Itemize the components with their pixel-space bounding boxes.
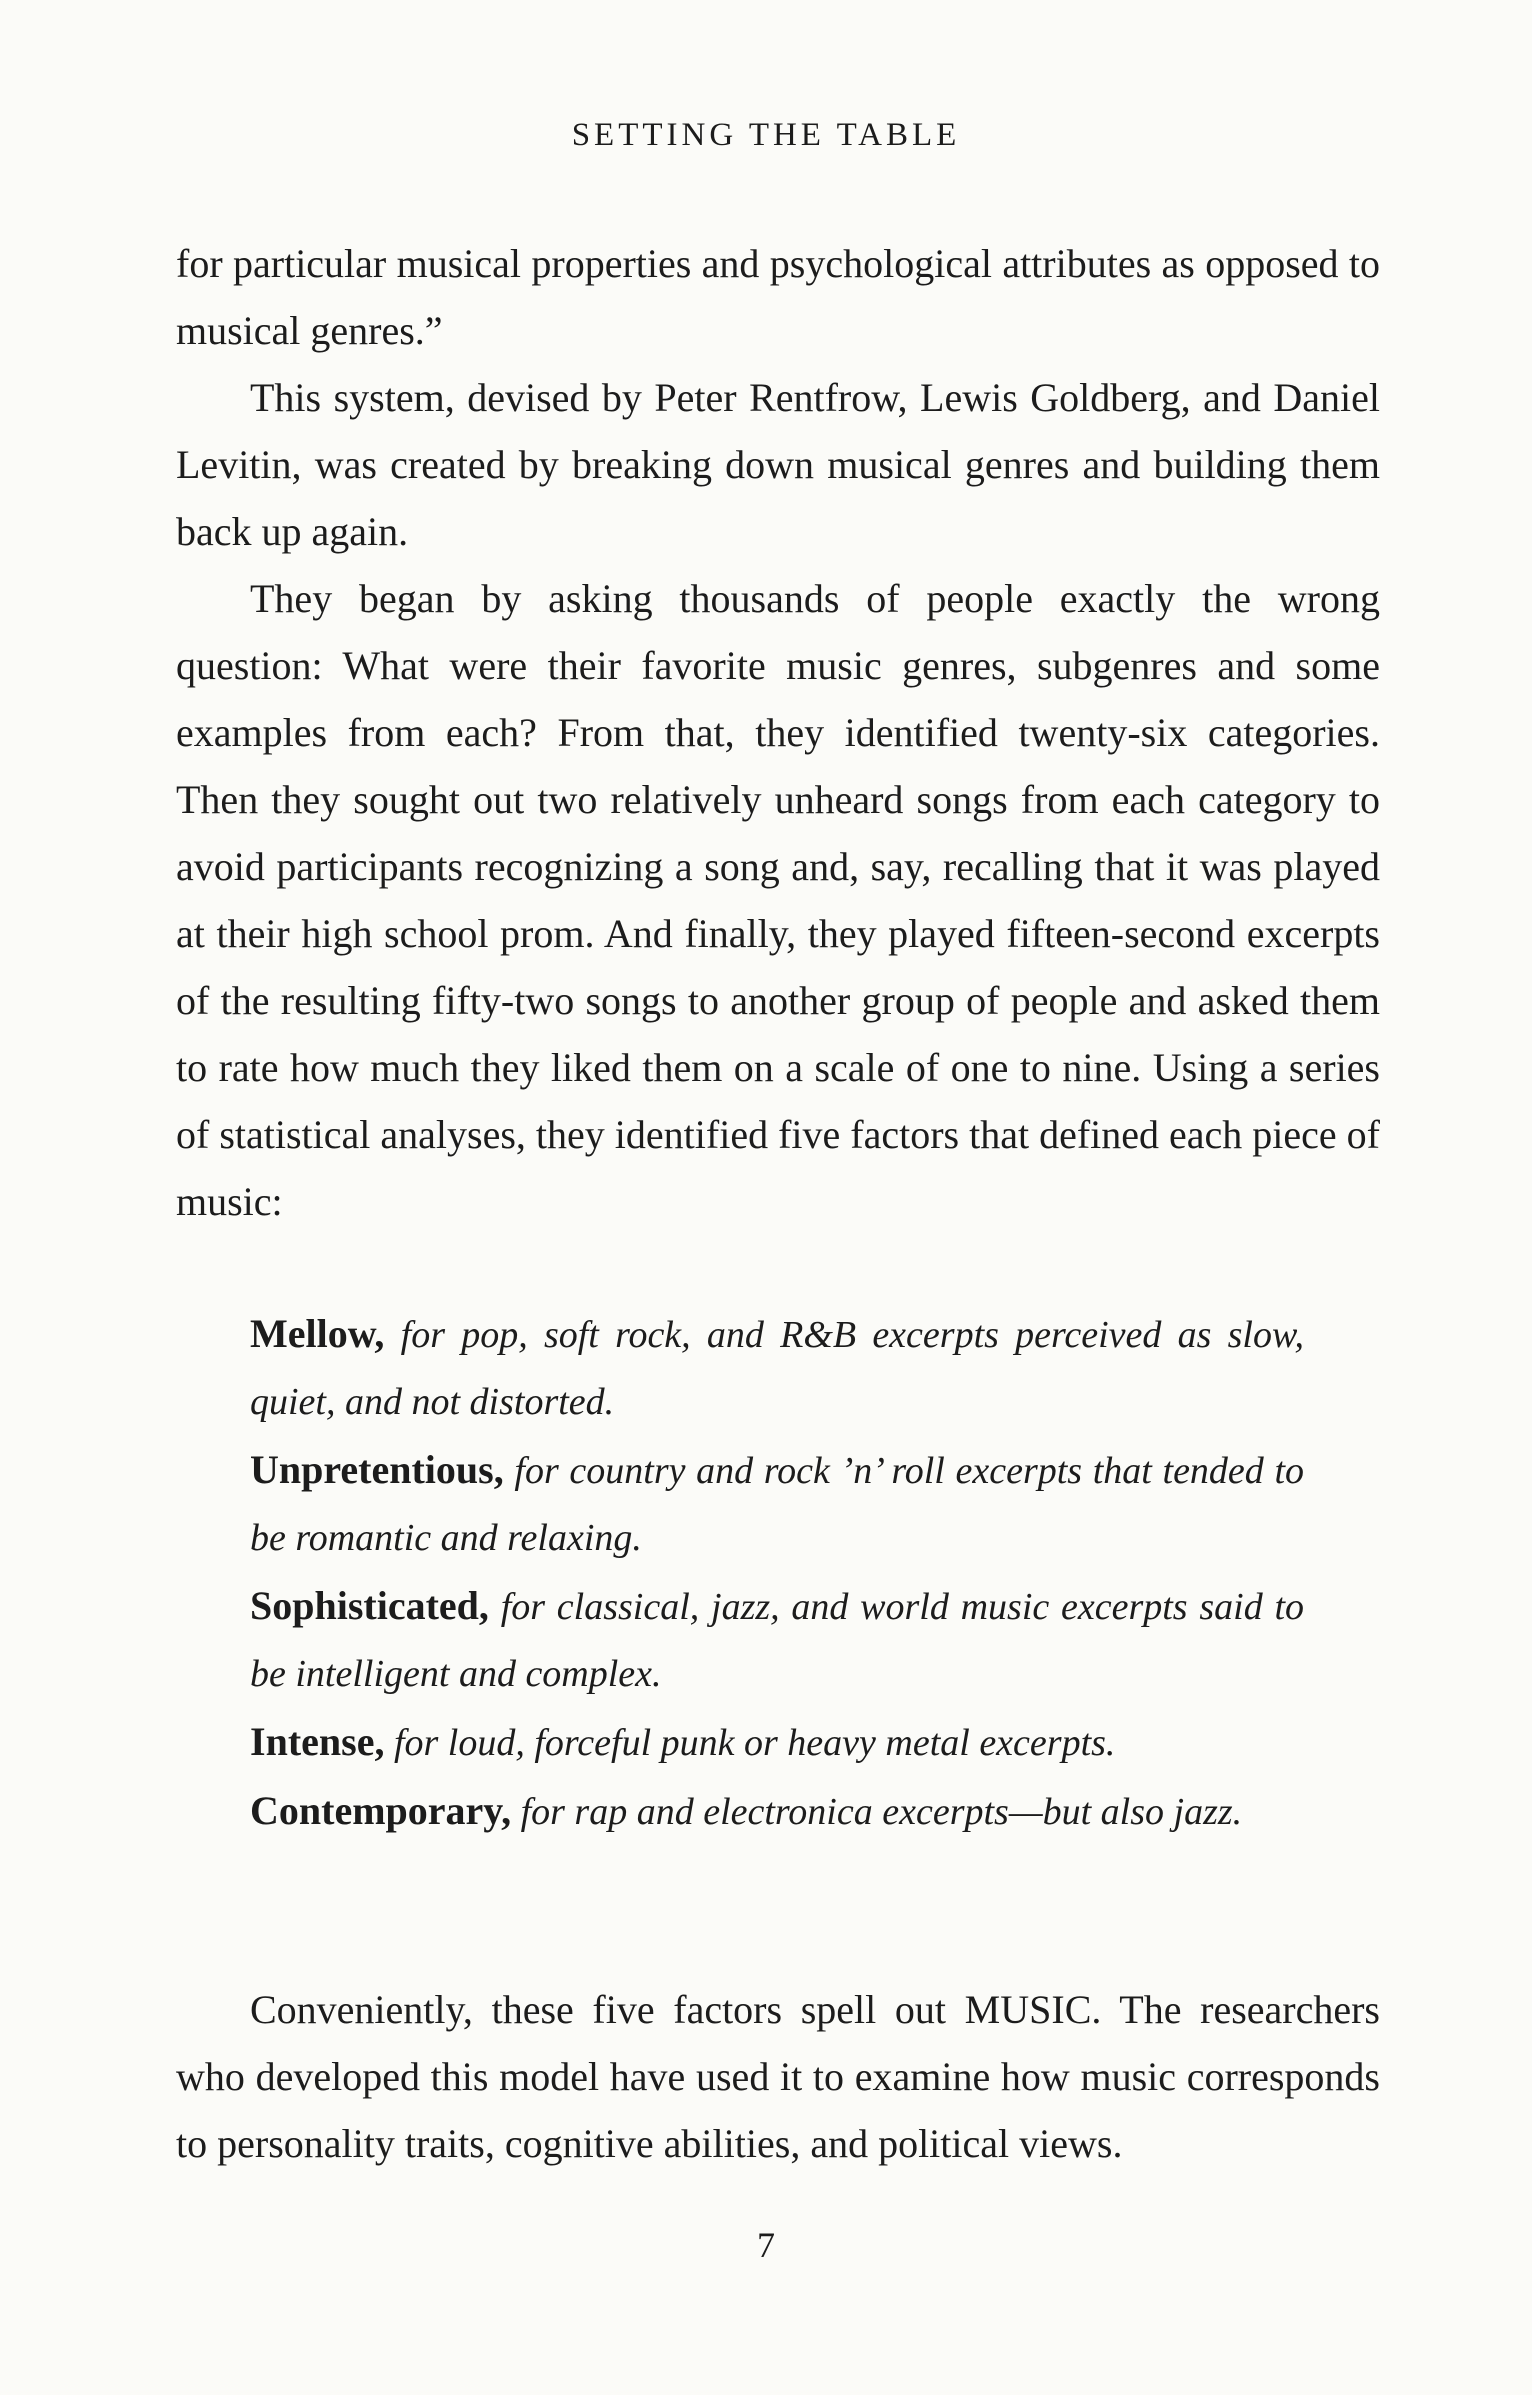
- factor-name: Sophisticated,: [250, 1583, 489, 1628]
- factor-description: for country and rock ’n’ roll excerpts that tended to be romantic and relaxing.: [250, 1450, 1305, 1559]
- paragraph-method: They began by asking thousands of people exactly the wrong question: What were their favorite music genres, subgenres and some examples from each? From that, they identified twenty-six categories. Then they sought out two relatively unheard songs from each category to avoid participants recognizing a song and, say, recalling that it was played at their high school prom. And finally, they played fifteen-second excerpts of the resulting fifty-two songs to another group of people and asked them to rate how much they liked them on a scale of one to nine. Using a series of statistical analyses, they identified five factors that defined each piece of music:: [176, 576, 1380, 1224]
- body-text-top: [176, 230, 1380, 1235]
- factor-name: Mellow,: [250, 1311, 385, 1356]
- running-head: SETTING THE TABLE: [571, 117, 961, 153]
- factor-description: for classical, jazz, and world music excerpts said to be intelligent and complex.: [250, 1586, 1304, 1695]
- factor-name: Intense,: [250, 1719, 385, 1764]
- paragraph-system: This system, devised by Peter Rentfrow, Lewis Goldberg, and Daniel Levitin, was created by breaking down musical genres and building them back up again.: [176, 375, 1380, 554]
- factor-item-unpretentious: [250, 1436, 1304, 1572]
- factor-list: [250, 1300, 1304, 1846]
- paragraph-continuation: for particular musical properties and psychological attributes as opposed to musical genres.”: [176, 241, 1380, 353]
- page-number: 7: [757, 2225, 775, 2265]
- body-text-bottom: [176, 1976, 1380, 2177]
- factor-name: Contemporary,: [250, 1788, 512, 1833]
- paragraph-conclusion: Conveniently, these five factors spell out MUSIC. The researchers who developed this model have used it to examine how music corresponds to personality traits, cognitive abilities, and political views.: [176, 1987, 1380, 2166]
- factor-item-mellow: [250, 1300, 1304, 1436]
- factor-item-contemporary: [250, 1777, 1304, 1846]
- factor-item-intense: [250, 1708, 1304, 1777]
- factor-description: for pop, soft rock, and R&B excerpts perceived as slow, quiet, and not distorted.: [250, 1314, 1305, 1423]
- factor-description: for loud, forceful punk or heavy metal excerpts.: [393, 1722, 1116, 1764]
- factor-item-sophisticated: [250, 1572, 1304, 1708]
- factor-description: for rap and electronica excerpts—but also jazz.: [520, 1791, 1243, 1833]
- factor-name: Unpretentious,: [250, 1447, 504, 1492]
